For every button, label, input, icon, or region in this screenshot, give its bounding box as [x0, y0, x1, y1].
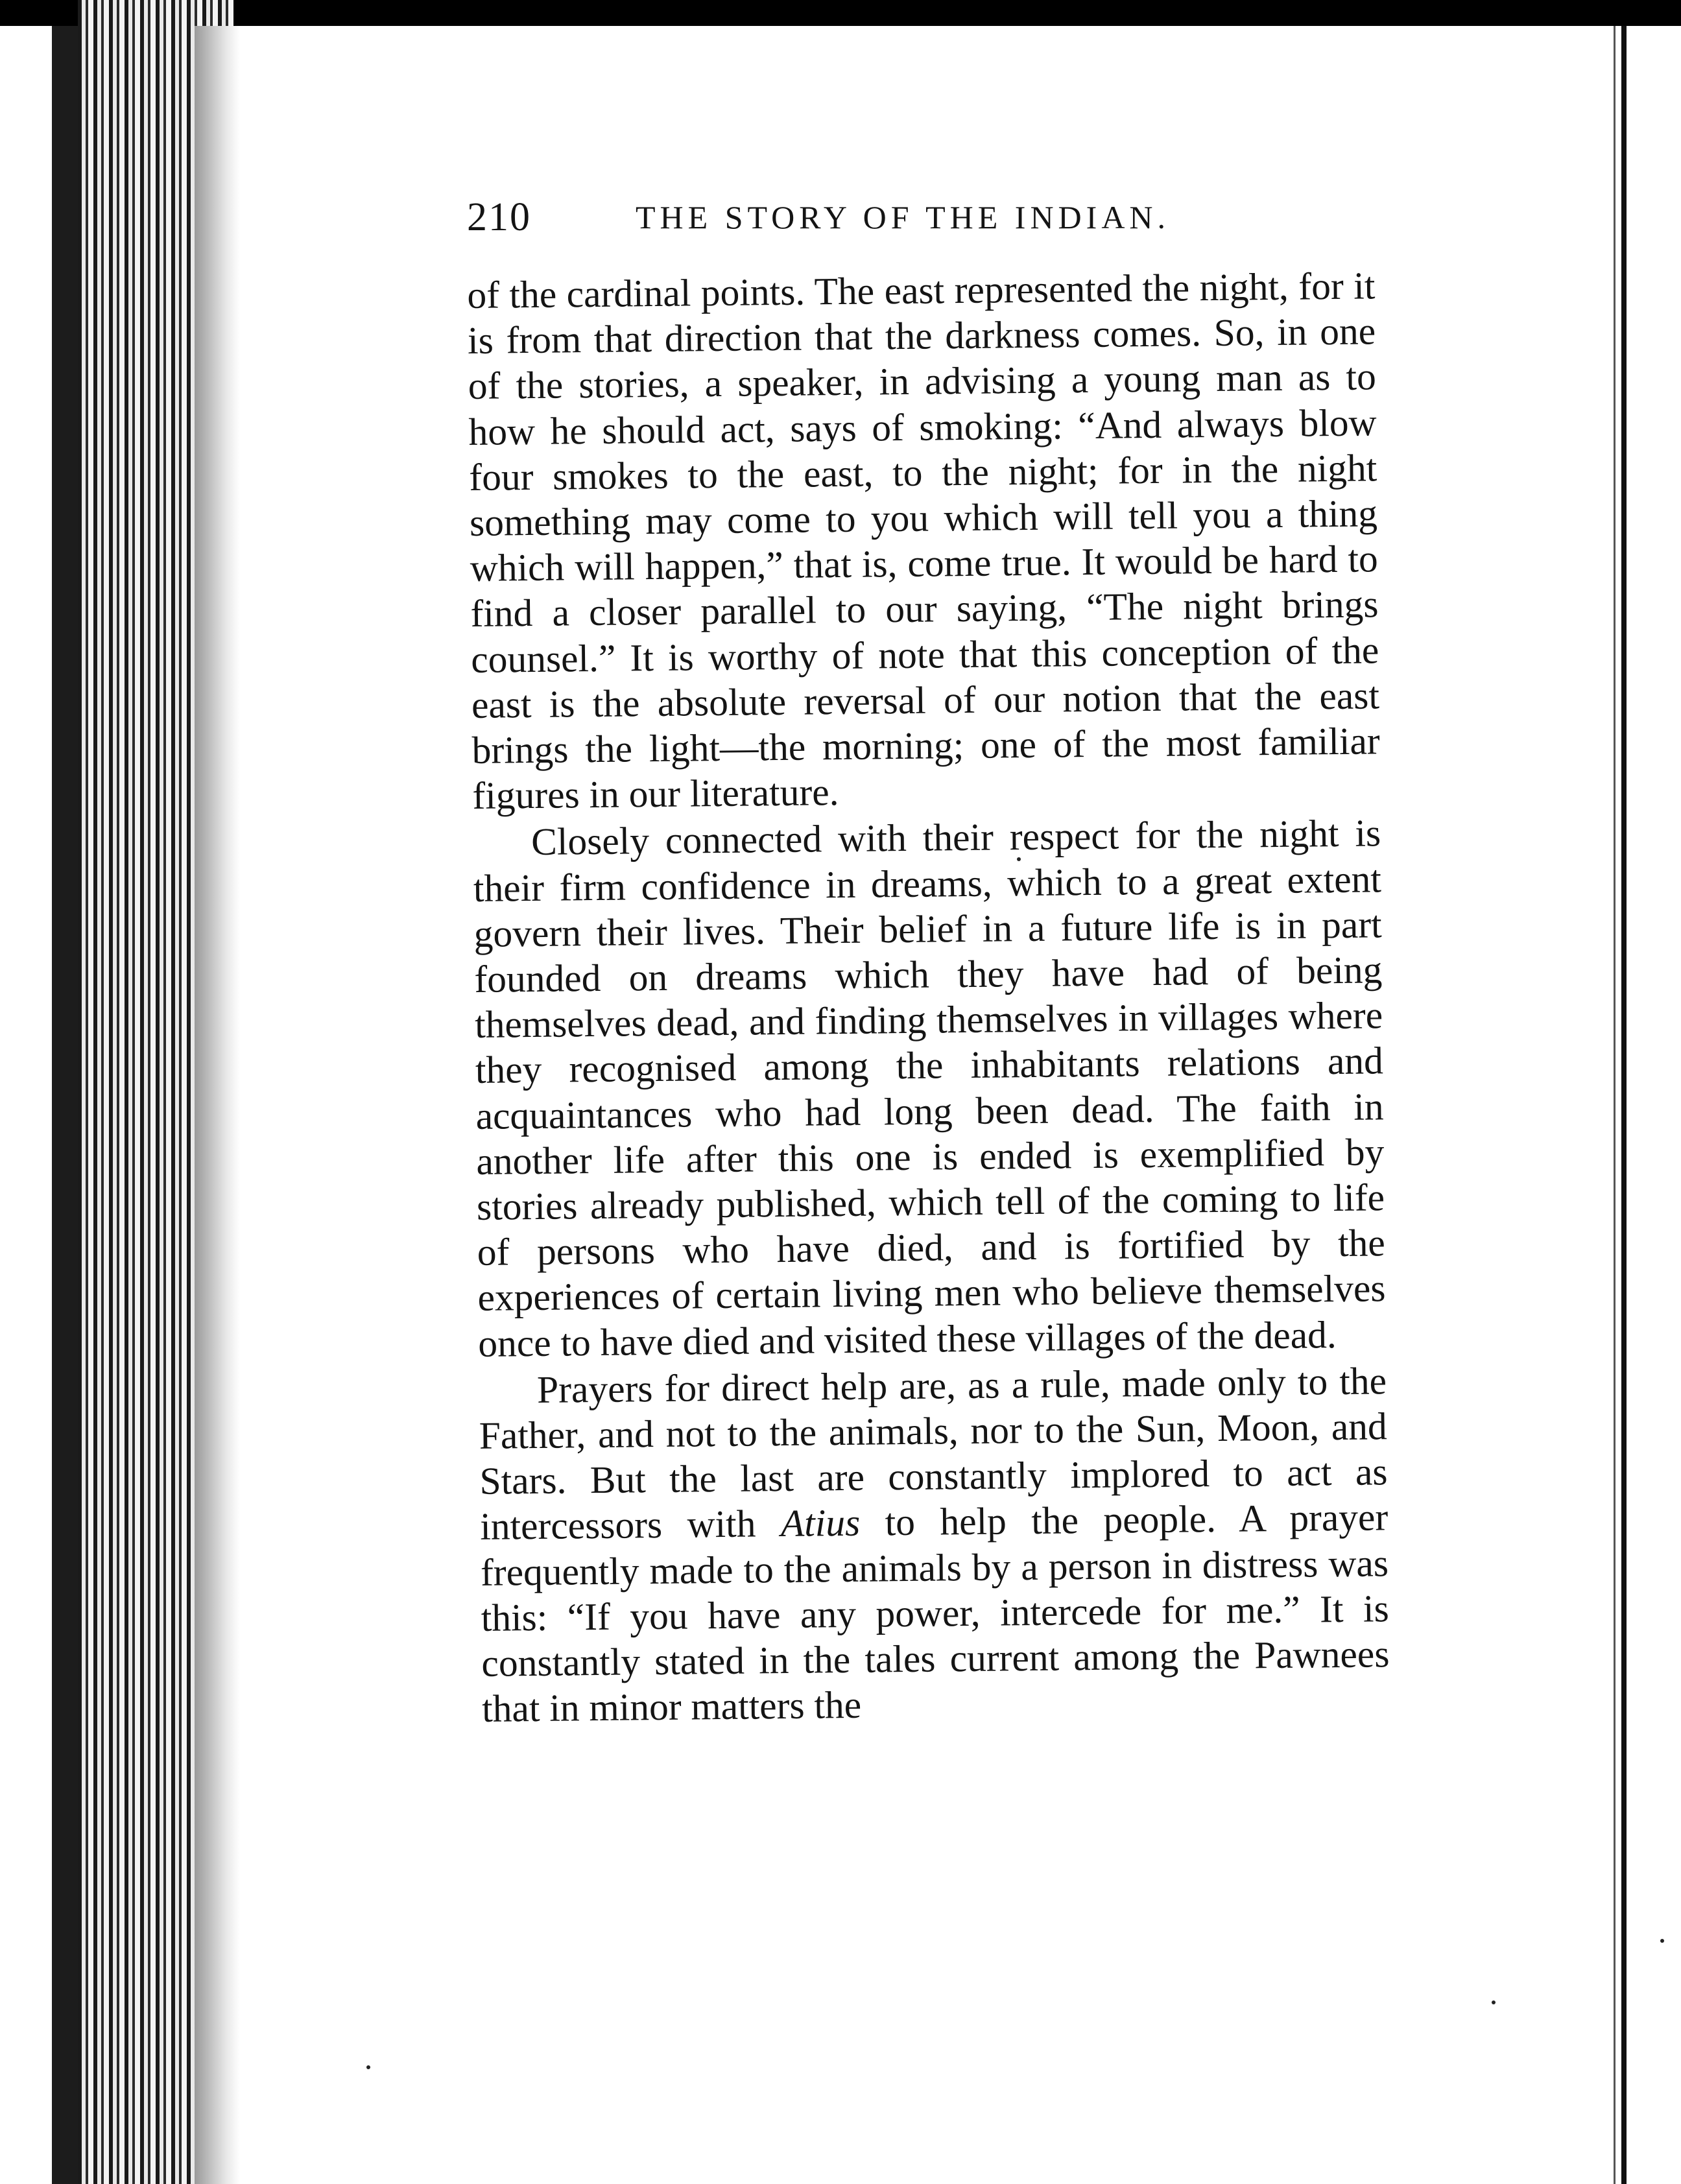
paragraph — [479, 1358, 1390, 1731]
paragraph: Closely connected with their respect for the night is their firm confidence in dreams, which to a great extent govern their lives. Their belief in a future life is in part founded on dreams which they have had of being themselves dead, and finding themselves in villages where they recognised among the inhabitants relations and acquaintances who had long been dead. The faith in another life after this one is ended is exemplified by stories already published, which tell of the coming to life of persons who have died, and is fortified by the experiences of certain living men who believe themselves once to have died and visited these villages of the dead. — [473, 811, 1386, 1365]
ink-speck — [1492, 2000, 1496, 2004]
ink-speck — [366, 2065, 370, 2069]
paragraph-text: to help the people. A prayer frequently made to the animals by a person in distress was this: “If you have any power, intercede for me.” It is constantly stated in the tales current among the Pawnees that in minor matters the — [480, 1495, 1390, 1731]
running-title: THE STORY OF THE INDIAN. — [636, 199, 1171, 235]
running-head — [467, 195, 1206, 253]
paragraph-text: Prayers for direct help are, as a rule, made only to the Father, and not to the animals, nor to the Sun, Moon, and Stars. But the last are constantly implored to act as intercessors with — [479, 1359, 1388, 1549]
scan-border-left — [52, 26, 78, 2184]
body-text — [467, 263, 1390, 1731]
scan-border-top — [0, 0, 1681, 26]
paragraph: of the cardinal points. The east represented the night, for it is from that direction that the darkness comes. So, in one of the stories, a speaker, in advising a young man as to how he should act, says of smoking: “And always blow four smokes to the east, to the night; for in the night something may come to you which will tell you a thing which will happen,” that is, come true. It would be hard to find a closer parallel to our saying, “The night brings counsel.” It is worthy of note that this conception of the east is the absolute reversal of our notion that the east brings the light—the morning; one of the most familiar figures in our literature. — [467, 264, 1380, 818]
binding-line — [1621, 26, 1627, 2184]
page-number: 210 — [467, 195, 531, 239]
gutter-shadow — [195, 26, 240, 2184]
italic-name: Atius — [780, 1501, 861, 1545]
adjacent-page-edge — [1614, 26, 1615, 2184]
ink-speck — [1660, 1939, 1664, 1943]
